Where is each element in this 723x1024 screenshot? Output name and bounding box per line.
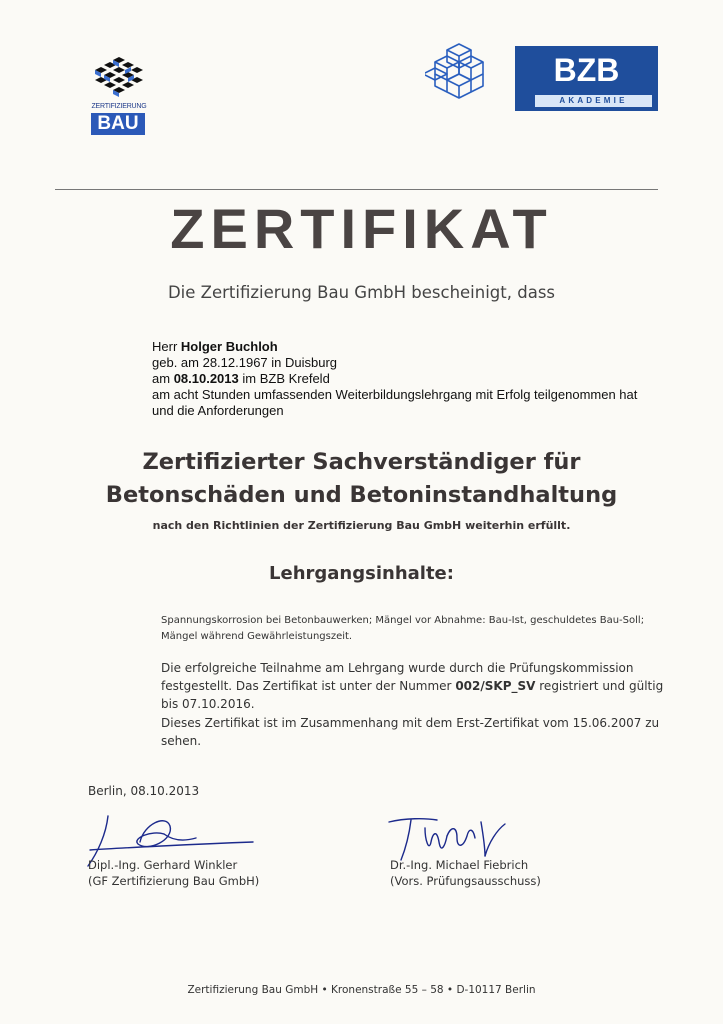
body-line-3: bis 07.10.2016. — [161, 697, 255, 712]
qualification-line-2: Betonschäden und Betoninstandhaltung — [105, 482, 618, 508]
certificate-title: ZERTIFIKAT — [170, 197, 553, 260]
certificate-number: 002/SKP_SV — [455, 679, 536, 694]
date-line — [152, 371, 672, 387]
akademie-logo-text: AKADEMIE — [535, 95, 652, 107]
date-prefix: am — [152, 371, 171, 386]
bzb-logo-text: BZB — [553, 52, 620, 88]
bzb-akademie-logo — [515, 46, 658, 111]
cube-cluster-icon — [88, 55, 150, 103]
logo-left-bau: BAU — [91, 113, 145, 135]
body-line-2-suffix: registriert und gültig — [539, 679, 664, 694]
body-line-5: sehen. — [161, 733, 202, 748]
header-divider — [55, 189, 658, 190]
body-line-2 — [161, 677, 681, 695]
signer-winkler — [88, 857, 259, 889]
body-line-1: Die erfolgreiche Teilnahme am Lehrgang wurde durch die Prüfungskommission — [161, 661, 634, 675]
signer-role: (Vors. Prüfungsausschuss) — [390, 874, 541, 888]
outline-cubes-icon — [425, 42, 493, 104]
signer-name: Dipl.-Ing. Gerhard Winkler — [88, 858, 238, 872]
recipient-block — [152, 339, 672, 419]
course-date: 08.10.2013 — [173, 371, 239, 386]
birth-line: geb. am 28.12.1967 in Duisburg — [152, 355, 338, 370]
requirements-line: und die Anforderungen — [152, 403, 284, 418]
course-contents — [161, 613, 661, 645]
course-contents-line-2: Mängel während Gewährleistungszeit. — [161, 631, 353, 642]
signer-role: (GF Zertifizierung Bau GmbH) — [88, 874, 260, 888]
body-line-4: Dieses Zertifikat ist im Zusammenhang mit dem Erst-Zertifikat vom 15.06.2007 zu — [161, 715, 660, 730]
recipient-name: Holger Buchloh — [180, 339, 278, 354]
certificate-body — [161, 659, 681, 750]
zertifizierung-bau-logo — [88, 55, 150, 143]
criteria-text: nach den Richtlinien der Zertifizierung Bau GmbH weiterhin erfüllt. — [152, 519, 571, 532]
recipient-name-line — [152, 339, 672, 355]
body-line-2-prefix: festgestellt. Das Zertifikat ist unter der Nummer — [161, 679, 452, 694]
date-suffix: im BZB Krefeld — [242, 371, 330, 386]
course-contents-heading: Lehrgangsinhalte: — [269, 563, 454, 584]
salutation: Herr — [152, 339, 178, 354]
place-date: Berlin, 08.10.2013 — [88, 784, 200, 798]
qualification-line-1: Zertifizierter Sachverständiger für — [142, 449, 581, 475]
participation-line: am acht Stunden umfassenden Weiterbildungslehrgang mit Erfolg teilgenommen hat — [152, 387, 638, 402]
signer-fiebrich — [390, 857, 541, 889]
logo-left-text: ZERTIFIZIERUNG — [91, 103, 147, 110]
course-contents-line-1: Spannungskorrosion bei Betonbauwerken; Mängel vor Abnahme: Bau-Ist, geschuldetes Bau-Soll; — [161, 615, 645, 626]
bzb-cube-logo — [425, 42, 493, 104]
signer-name: Dr.-Ing. Michael Fiebrich — [390, 858, 529, 872]
qualification-title — [0, 446, 723, 512]
footer-address: Zertifizierung Bau GmbH • Kronenstraße 55 – 58 • D-10117 Berlin — [187, 984, 536, 996]
certificate-subtitle: Die Zertifizierung Bau GmbH bescheinigt, dass — [167, 283, 556, 302]
